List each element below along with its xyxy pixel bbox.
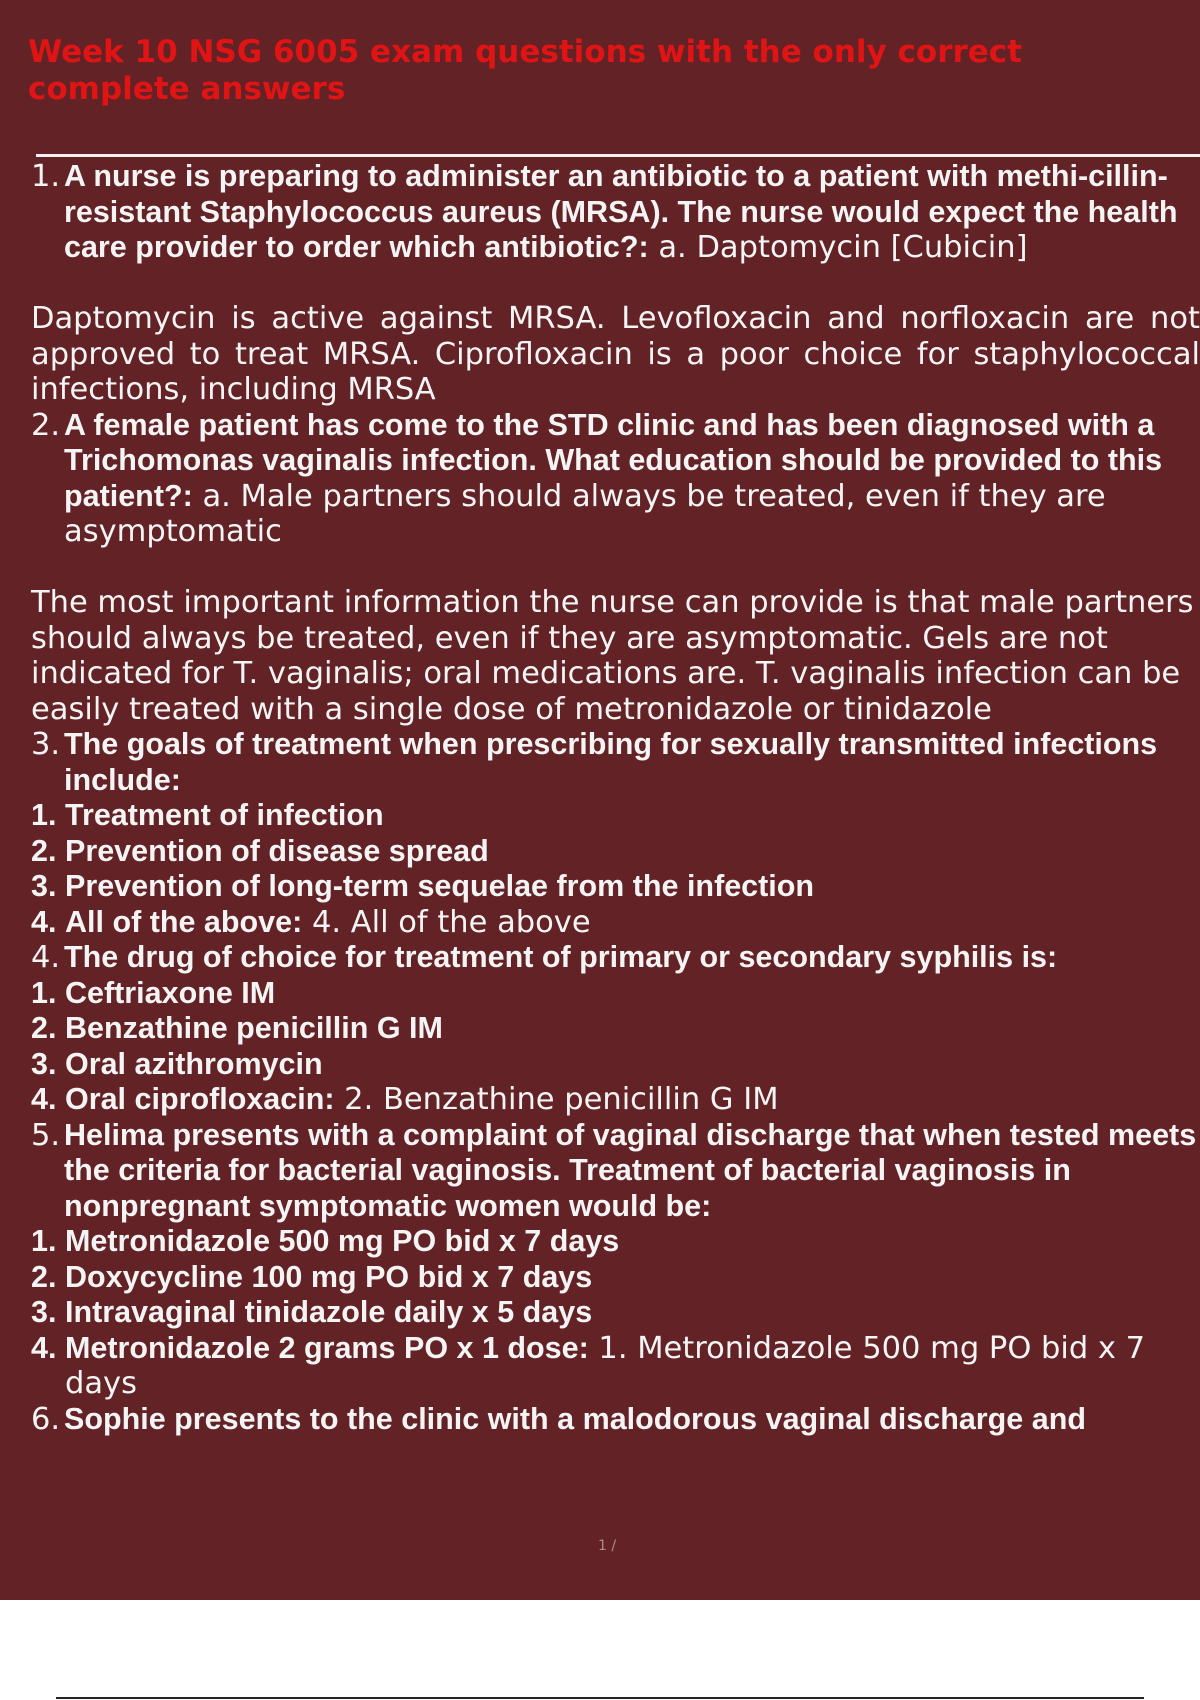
option-number: 2. xyxy=(31,833,57,868)
option-row xyxy=(31,1295,1200,1331)
option-row xyxy=(31,1331,1200,1402)
question-6 xyxy=(31,1402,1200,1438)
question-3 xyxy=(31,727,1200,798)
option-number: 4. xyxy=(31,1082,57,1116)
question-number: 3. xyxy=(31,727,61,762)
question-2 xyxy=(31,408,1200,550)
option-text: Prevention of disease spread xyxy=(65,833,489,868)
option-text: Intravaginal tinidazole daily x 5 days xyxy=(65,1295,593,1329)
option-row xyxy=(31,798,1200,834)
question-number: 4. xyxy=(31,940,61,975)
question-number: 2. xyxy=(31,407,61,443)
option-row xyxy=(31,905,1200,941)
document-title: Week 10 NSG 6005 exam questions with the only correct complete answers xyxy=(28,34,1022,107)
question-text: Sophie presents to the clinic with a malodorous vaginal discharge and xyxy=(64,1401,1086,1436)
question-number: 6. xyxy=(31,1401,61,1437)
explanation-text: The most important information the nurse can provide is that male partners should always be treated, even if they are asymptomatic. Gels are not indicated for T. vaginalis; oral medications are. T. vaginalis infection can be easily treated with a single dose of metronidazole or tinidazole xyxy=(31,585,1194,727)
option-number: 3. xyxy=(31,869,57,903)
option-row xyxy=(31,976,1200,1012)
option-text: Oral azithromycin xyxy=(65,1046,323,1081)
option-text: Oral ciprofloxacin: xyxy=(65,1082,335,1116)
question-5 xyxy=(31,1118,1200,1225)
explanation-text: Daptomycin is active against MRSA. Levofloxacin and norfloxacin are not approved to treat MRSA. Ciprofloxacin is a poor choice for staphylococcal infections, including MRSA xyxy=(31,301,1200,407)
option-row xyxy=(31,1082,1200,1118)
question-text: A nurse is preparing to administer an antibiotic to a patient with methi-cillin-resistant Staphylococcus aureus (MRSA). The nurse would expect the health care provider to order which antibiotic?: xyxy=(64,159,1178,264)
question-1 xyxy=(31,159,1200,266)
answer-text: a. Daptomycin [Cubicin] xyxy=(648,230,1028,265)
document-content xyxy=(31,159,1200,1437)
option-number: 2. xyxy=(31,1011,57,1045)
option-row xyxy=(31,1260,1200,1296)
option-text: Benzathine penicillin G IM xyxy=(65,1011,443,1045)
question-4 xyxy=(31,940,1200,976)
option-number: 1. xyxy=(31,975,57,1010)
answer-text: 1. Metronidazole 500 mg PO bid x 7 days xyxy=(65,1330,1146,1401)
option-row xyxy=(31,1047,1200,1083)
option-text: Doxycycline 100 mg PO bid x 7 days xyxy=(65,1259,593,1294)
option-text: Metronidazole 2 grams PO x 1 dose: xyxy=(65,1330,589,1365)
option-text: Treatment of infection xyxy=(65,798,384,832)
answer-text: 4. All of the above xyxy=(302,904,591,940)
answer-text: 2. Benzathine penicillin G IM xyxy=(334,1082,779,1117)
page-number: 1 / xyxy=(598,1538,617,1554)
option-number: 3. xyxy=(31,1295,57,1329)
question-text: The goals of treatment when prescribing for sexually transmitted infections include: xyxy=(64,727,1158,797)
option-number: 4. xyxy=(31,904,57,939)
option-text: Ceftriaxone IM xyxy=(65,975,276,1010)
option-number: 2. xyxy=(31,1259,57,1294)
option-number: 4. xyxy=(31,1330,57,1365)
option-number: 1. xyxy=(31,798,57,832)
question-text: A female patient has come to the STD clinic and has been diagnosed with a Trichomonas vaginalis infection. What education should be provided to this patient?: xyxy=(64,407,1163,513)
option-number: 1. xyxy=(31,1224,57,1258)
question-text: The drug of choice for treatment of primary or secondary syphilis is: xyxy=(64,940,1058,974)
question-number: 5. xyxy=(31,1117,61,1153)
option-row xyxy=(31,1224,1200,1260)
option-row xyxy=(31,834,1200,870)
option-text: Metronidazole 500 mg PO bid x 7 days xyxy=(65,1224,620,1258)
option-text: All of the above: xyxy=(65,904,303,939)
option-number: 3. xyxy=(31,1046,57,1081)
question-text: Helima presents with a complaint of vaginal discharge that when tested meets the criteria for bacterial vaginosis. Treatment of bacterial vaginosis in nonpregnant symptomatic women would be: xyxy=(64,1117,1197,1223)
title-divider xyxy=(36,154,1200,157)
next-page-divider xyxy=(56,1697,1144,1699)
option-text: Prevention of long-term sequelae from the infection xyxy=(65,869,815,903)
question-number: 1. xyxy=(31,159,61,194)
option-row xyxy=(31,869,1200,905)
option-row xyxy=(31,1011,1200,1047)
answer-text: a. Male partners should always be treated, even if they are asymptomatic xyxy=(64,478,1106,549)
